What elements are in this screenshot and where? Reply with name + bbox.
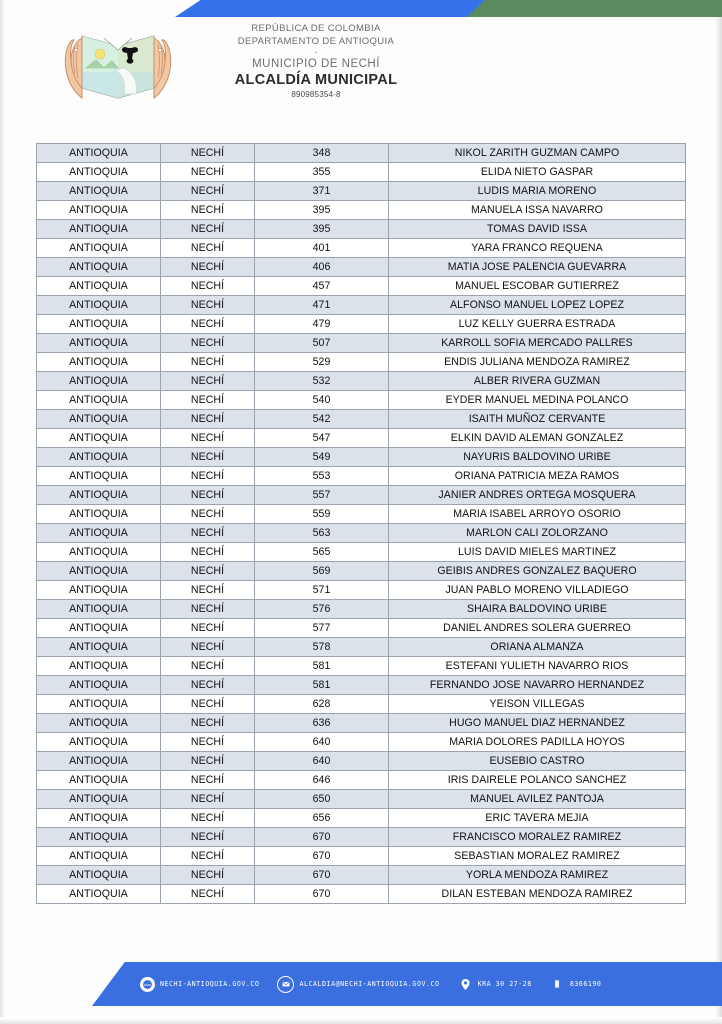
cell-departamento: ANTIOQUIA [37,809,161,828]
cell-numero: 540 [255,391,389,410]
cell-departamento: ANTIOQUIA [37,638,161,657]
cell-municipio: NECHÍ [161,277,255,296]
table-row [37,543,686,562]
cell-numero: 576 [255,600,389,619]
cell-departamento: ANTIOQUIA [37,486,161,505]
cell-municipio: NECHÍ [161,885,255,904]
table-row [37,372,686,391]
cell-nombre: YORLA MENDOZA RAMIREZ [389,866,686,885]
cell-nombre: ESTEFANI YULIETH NAVARRO RIOS [389,657,686,676]
footer-contact-item[interactable] [550,977,602,992]
cell-departamento: ANTIOQUIA [37,847,161,866]
phone-icon [550,977,565,992]
cell-municipio: NECHÍ [161,220,255,239]
map-pin-icon [458,977,473,992]
registry-table-body [37,144,686,904]
table-row [37,448,686,467]
cell-municipio: NECHÍ [161,714,255,733]
cell-numero: 355 [255,163,389,182]
cell-departamento: ANTIOQUIA [37,885,161,904]
cell-departamento: ANTIOQUIA [37,866,161,885]
cell-departamento: ANTIOQUIA [37,353,161,372]
cell-municipio: NECHÍ [161,486,255,505]
cell-nombre: ALBER RIVERA GUZMAN [389,372,686,391]
cell-nombre: YEISON VILLEGAS [389,695,686,714]
cell-municipio: NECHÍ [161,467,255,486]
cell-municipio: NECHÍ [161,315,255,334]
cell-municipio: NECHÍ [161,657,255,676]
cell-departamento: ANTIOQUIA [37,391,161,410]
header-country-line: REPÚBLICA DE COLOMBIA [251,23,381,34]
cell-departamento: ANTIOQUIA [37,752,161,771]
cell-numero: 656 [255,809,389,828]
cell-departamento: ANTIOQUIA [37,410,161,429]
table-row [37,809,686,828]
cell-nombre: KARROLL SOFIA MERCADO PALLRES [389,334,686,353]
footer-contact-list [140,962,601,1006]
cell-nombre: YARA FRANCO REQUENA [389,239,686,258]
cell-departamento: ANTIOQUIA [37,258,161,277]
cell-numero: 553 [255,467,389,486]
table-row [37,277,686,296]
table-row [37,600,686,619]
envelope-icon [277,976,294,993]
cell-municipio: NECHÍ [161,201,255,220]
cell-departamento: ANTIOQUIA [37,619,161,638]
header-municipality-line: MUNICIPIO DE NECHÍ [252,58,380,70]
cell-numero: 532 [255,372,389,391]
cell-nombre: ELKIN DAVID ALEMAN GONZALEZ [389,429,686,448]
cell-departamento: ANTIOQUIA [37,182,161,201]
cell-nombre: SEBASTIAN MORALEZ RAMIREZ [389,847,686,866]
cell-numero: 636 [255,714,389,733]
cell-municipio: NECHÍ [161,695,255,714]
cell-municipio: NECHÍ [161,334,255,353]
cell-municipio: NECHÍ [161,790,255,809]
cell-nombre: FRANCISCO MORALEZ RAMIREZ [389,828,686,847]
cell-municipio: NECHÍ [161,372,255,391]
cell-departamento: ANTIOQUIA [37,543,161,562]
cell-numero: 507 [255,334,389,353]
cell-departamento: ANTIOQUIA [37,448,161,467]
table-row [37,771,686,790]
cell-numero: 670 [255,885,389,904]
cell-numero: 670 [255,847,389,866]
table-row [37,220,686,239]
cell-departamento: ANTIOQUIA [37,771,161,790]
cell-municipio: NECHÍ [161,847,255,866]
header-entity-line: ALCALDÍA MUNICIPAL [234,72,398,88]
cell-departamento: ANTIOQUIA [37,144,161,163]
cell-numero: 577 [255,619,389,638]
document-footer [0,962,722,1006]
table-row [37,296,686,315]
cell-municipio: NECHÍ [161,448,255,467]
header-separator: - [314,47,318,57]
table-row [37,163,686,182]
table-row [37,657,686,676]
table-row [37,562,686,581]
footer-contact-item[interactable] [277,976,439,993]
cell-numero: 457 [255,277,389,296]
cell-nombre: JANIER ANDRES ORTEGA MOSQUERA [389,486,686,505]
cell-municipio: NECHÍ [161,505,255,524]
cell-departamento: ANTIOQUIA [37,372,161,391]
cell-municipio: NECHÍ [161,353,255,372]
cell-nombre: EUSEBIO CASTRO [389,752,686,771]
cell-numero: 401 [255,239,389,258]
cell-municipio: NECHÍ [161,619,255,638]
cell-numero: 646 [255,771,389,790]
cell-departamento: ANTIOQUIA [37,163,161,182]
table-row [37,847,686,866]
page-edge-left [0,0,6,1024]
cell-municipio: NECHÍ [161,733,255,752]
cell-numero: 578 [255,638,389,657]
cell-numero: 640 [255,733,389,752]
table-row [37,733,686,752]
cell-municipio: NECHÍ [161,638,255,657]
cell-nombre: ALFONSO MANUEL LOPEZ LOPEZ [389,296,686,315]
cell-municipio: NECHÍ [161,600,255,619]
cell-departamento: ANTIOQUIA [37,524,161,543]
cell-numero: 569 [255,562,389,581]
cell-departamento: ANTIOQUIA [37,467,161,486]
cell-municipio: NECHÍ [161,410,255,429]
cell-numero: 563 [255,524,389,543]
cell-departamento: ANTIOQUIA [37,315,161,334]
cell-municipio: NECHÍ [161,429,255,448]
cell-nombre: MANUELA ISSA NAVARRO [389,201,686,220]
cell-municipio: NECHÍ [161,543,255,562]
document-header [0,17,722,127]
cell-departamento: ANTIOQUIA [37,790,161,809]
table-row [37,505,686,524]
footer-contact-item[interactable] [458,977,532,992]
registry-table-container [36,143,685,904]
page-edge-right [714,0,722,1024]
footer-contact-text: KRA 30 27-28 [477,980,532,988]
table-row [37,353,686,372]
table-row [37,619,686,638]
cell-departamento: ANTIOQUIA [37,714,161,733]
cell-municipio: NECHÍ [161,239,255,258]
cell-numero: 571 [255,581,389,600]
cell-numero: 640 [255,752,389,771]
table-row [37,410,686,429]
cell-numero: 471 [255,296,389,315]
table-row [37,239,686,258]
cell-nombre: LUZ KELLY GUERRA ESTRADA [389,315,686,334]
cell-departamento: ANTIOQUIA [37,657,161,676]
table-row [37,866,686,885]
cell-nombre: EYDER MANUEL MEDINA POLANCO [389,391,686,410]
table-row [37,391,686,410]
cell-municipio: NECHÍ [161,866,255,885]
cell-municipio: NECHÍ [161,752,255,771]
cell-nombre: DILAN ESTEBAN MENDOZA RAMIREZ [389,885,686,904]
cell-nombre: MANUEL AVILEZ PANTOJA [389,790,686,809]
cell-nombre: NIKOL ZARITH GUZMAN CAMPO [389,144,686,163]
cell-nombre: LUIS DAVID MIELES MARTINEZ [389,543,686,562]
cell-municipio: NECHÍ [161,182,255,201]
cell-numero: 348 [255,144,389,163]
cell-departamento: ANTIOQUIA [37,828,161,847]
table-row [37,144,686,163]
cell-departamento: ANTIOQUIA [37,733,161,752]
cell-numero: 549 [255,448,389,467]
cell-numero: 542 [255,410,389,429]
cell-numero: 650 [255,790,389,809]
cell-departamento: ANTIOQUIA [37,239,161,258]
cell-numero: 547 [255,429,389,448]
cell-nombre: IRIS DAIRELE POLANCO SANCHEZ [389,771,686,790]
top-banner-blue-shape [175,0,495,17]
footer-contact-text: NECHI-ANTIOQUIA.GOV.CO [160,980,260,988]
table-row [37,486,686,505]
cell-nombre: JUAN PABLO MORENO VILLADIEGO [389,581,686,600]
cell-nombre: NAYURIS BALDOVINO URIBE [389,448,686,467]
header-department-line: DEPARTAMENTO DE ANTIOQUIA [237,35,395,47]
cell-numero: 479 [255,315,389,334]
footer-contact-text: ALCALDIA@NECHI-ANTIOQUIA.GOV.CO [299,980,440,988]
cell-numero: 557 [255,486,389,505]
header-text-block [186,23,446,100]
cell-numero: 406 [255,258,389,277]
cell-numero: 395 [255,220,389,239]
cell-numero: 371 [255,182,389,201]
cell-numero: 559 [255,505,389,524]
table-row [37,790,686,809]
cell-nombre: MARLON CALI ZOLORZANO [389,524,686,543]
cell-nombre: FERNANDO JOSE NAVARRO HERNANDEZ [389,676,686,695]
cell-nombre: DANIEL ANDRES SOLERA GUERREO [389,619,686,638]
cell-municipio: NECHÍ [161,809,255,828]
cell-municipio: NECHÍ [161,562,255,581]
cell-nombre: SHAIRA BALDOVINO URIBE [389,600,686,619]
top-banner [0,0,722,17]
registry-table [36,143,686,904]
cell-nombre: ELIDA NIETO GASPAR [389,163,686,182]
cell-numero: 529 [255,353,389,372]
table-row [37,714,686,733]
table-row [37,524,686,543]
footer-contact-text: 8366190 [569,980,602,988]
table-row [37,885,686,904]
cell-departamento: ANTIOQUIA [37,676,161,695]
cell-departamento: ANTIOQUIA [37,429,161,448]
cell-numero: 670 [255,866,389,885]
cell-numero: 395 [255,201,389,220]
cell-nombre: MANUEL ESCOBAR GUTIERREZ [389,277,686,296]
table-row [37,258,686,277]
header-nit: 890985354-8 [291,90,341,99]
cell-departamento: ANTIOQUIA [37,201,161,220]
cell-numero: 581 [255,676,389,695]
cell-municipio: NECHÍ [161,296,255,315]
table-row [37,581,686,600]
cell-nombre: ENDIS JULIANA MENDOZA RAMIREZ [389,353,686,372]
cell-nombre: MARIA DOLORES PADILLA HOYOS [389,733,686,752]
cell-nombre: GEIBIS ANDRES GONZALEZ BAQUERO [389,562,686,581]
cell-nombre: MATIA JOSE PALENCIA GUEVARRA [389,258,686,277]
cell-nombre: ERIC TAVERA MEJIA [389,809,686,828]
cell-departamento: ANTIOQUIA [37,334,161,353]
cell-nombre: HUGO MANUEL DIAZ HERNANDEZ [389,714,686,733]
cell-municipio: NECHÍ [161,524,255,543]
cell-nombre: MARIA ISABEL ARROYO OSORIO [389,505,686,524]
page-edge-bottom [0,1017,722,1024]
table-row [37,315,686,334]
table-row [37,695,686,714]
cell-numero: 628 [255,695,389,714]
table-row [37,182,686,201]
table-row [37,201,686,220]
cell-municipio: NECHÍ [161,676,255,695]
cell-numero: 565 [255,543,389,562]
cell-municipio: NECHÍ [161,144,255,163]
cell-departamento: ANTIOQUIA [37,220,161,239]
cell-municipio: NECHÍ [161,163,255,182]
table-row [37,638,686,657]
cell-municipio: NECHÍ [161,391,255,410]
cell-departamento: ANTIOQUIA [37,505,161,524]
table-row [37,828,686,847]
coat-of-arms-icon [52,24,184,104]
cell-departamento: ANTIOQUIA [37,600,161,619]
cell-municipio: NECHÍ [161,581,255,600]
cell-departamento: ANTIOQUIA [37,581,161,600]
table-row [37,334,686,353]
footer-contact-item[interactable] [140,977,259,992]
table-row [37,467,686,486]
cell-municipio: NECHÍ [161,771,255,790]
table-row [37,752,686,771]
globe-www-icon [140,977,155,992]
cell-departamento: ANTIOQUIA [37,296,161,315]
cell-nombre: ISAITH MUÑOZ CERVANTE [389,410,686,429]
cell-departamento: ANTIOQUIA [37,695,161,714]
cell-nombre: LUDIS MARIA MORENO [389,182,686,201]
table-row [37,676,686,695]
svg-text:www: www [144,981,151,987]
cell-nombre: ORIANA PATRICIA MEZA RAMOS [389,467,686,486]
cell-municipio: NECHÍ [161,828,255,847]
cell-nombre: ORIANA ALMANZA [389,638,686,657]
cell-municipio: NECHÍ [161,258,255,277]
cell-numero: 581 [255,657,389,676]
top-banner-green-shape [467,0,722,17]
cell-departamento: ANTIOQUIA [37,277,161,296]
cell-numero: 670 [255,828,389,847]
cell-departamento: ANTIOQUIA [37,562,161,581]
cell-nombre: TOMAS DAVID ISSA [389,220,686,239]
table-row [37,429,686,448]
